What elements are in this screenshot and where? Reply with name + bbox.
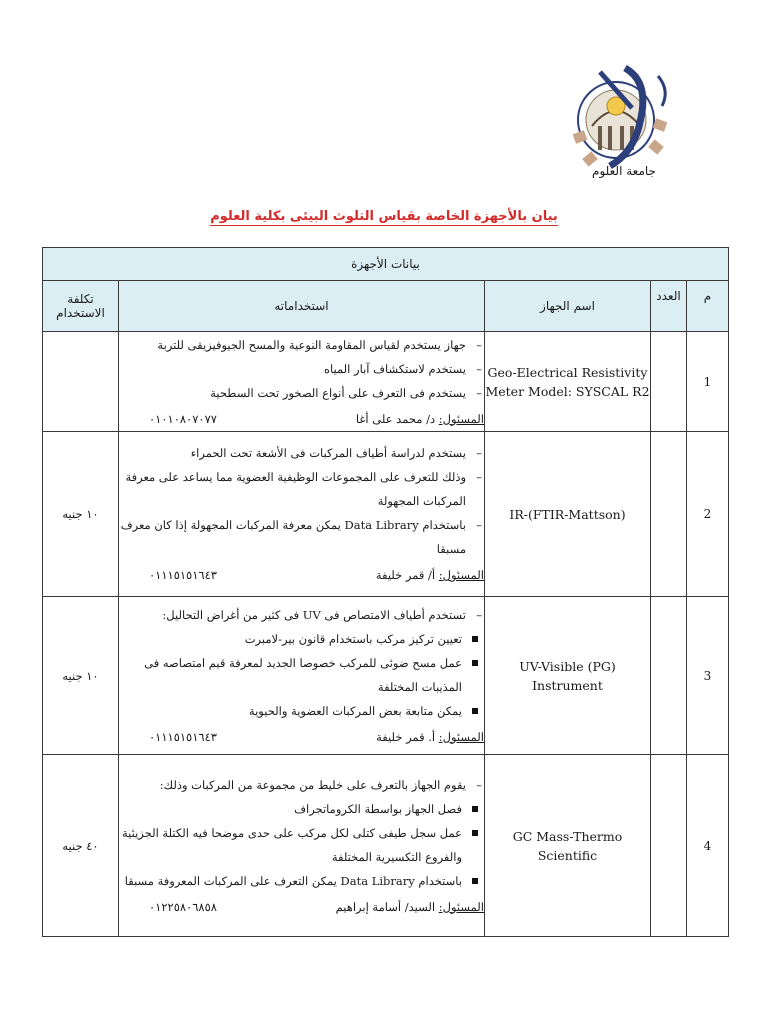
usage-cost: ٤٠ جنيه [43, 755, 119, 937]
table-row [43, 432, 729, 597]
col-header-count: العدد [651, 281, 687, 332]
device-name: UV-Visible (PG) Instrument [485, 597, 651, 755]
use-item: تعيين تركيز مركب باستخدام قانون بير-لامبرت [119, 627, 484, 651]
devices-table [42, 247, 729, 937]
uses-list [119, 333, 484, 405]
col-header-uses: استخداماته [119, 281, 485, 332]
responsible-label: المسئول: [438, 899, 484, 914]
responsible-phone: ٠١١١٥١٥١٦٤٣ [149, 729, 217, 744]
use-item: فصل الجهاز بواسطة الكروماتجراف [119, 797, 484, 821]
use-item: – يقوم الجهاز بالتعرف على خليط من مجموعة من المركبات وذلك: [119, 773, 484, 797]
table-row [43, 755, 729, 937]
responsible-name: السيد/ أسامة إبراهيم [335, 899, 436, 914]
device-name: Geo-Electrical Resistivity Meter Model: SYSCAL R2 [485, 332, 651, 432]
col-header-num: م [687, 281, 729, 332]
device-name: IR-(FTIR-Mattson) [485, 432, 651, 597]
use-item: – جهاز يستخدم لقياس المقاومة النوعية والمسح الجيوفيزيقى للتربة [119, 333, 484, 357]
responsible-person [376, 563, 484, 587]
row-number: 2 [687, 432, 729, 597]
responsible-line [119, 895, 484, 919]
use-item: – يستخدم لدراسة أطياف المركبات فى الأشعة تحت الحمراء [119, 441, 484, 465]
use-item: – تستخدم أطياف الامتصاص فى UV فى كثير من أغراض التحاليل: [119, 603, 484, 627]
table-group-header: بيانات الأجهزة [43, 248, 729, 281]
device-uses [119, 755, 485, 937]
col-header-cost: تكلفة الاستخدام [43, 281, 119, 332]
use-item: يمكن متابعة بعض المركبات العضوية والحيوية [119, 699, 484, 723]
responsible-person [376, 725, 484, 749]
responsible-name: د/ محمد على أغا [355, 411, 436, 426]
responsible-line [119, 563, 484, 587]
row-count [651, 755, 687, 937]
responsible-person [336, 895, 484, 919]
uses-list [119, 603, 484, 723]
responsible-person [356, 407, 484, 431]
table-row [43, 332, 729, 432]
use-item: – وذلك للتعرف على المجموعات الوظيفية العضوية مما يساعد على معرفة المركبات المجهولة [119, 465, 484, 513]
responsible-line [119, 407, 484, 431]
responsible-label: المسئول: [438, 729, 484, 744]
use-item: باستخدام Data Library يمكن التعرف على المركبات المعروفة مسبقا [119, 869, 484, 893]
usage-cost: ١٠ جنيه [43, 597, 119, 755]
responsible-phone: ٠١٠١٠٨٠٧٠٧٧ [149, 411, 217, 426]
row-count [651, 597, 687, 755]
logo-caption: جامعة العلوم [592, 164, 656, 178]
col-header-name: اسم الجهاز [485, 281, 651, 332]
uses-list [119, 773, 484, 893]
responsible-label: المسئول: [438, 411, 484, 426]
table-header-row [43, 281, 729, 332]
usage-cost: ١٠ جنيه [43, 432, 119, 597]
row-number: 1 [687, 332, 729, 432]
responsible-line [119, 725, 484, 749]
responsible-phone: ٠١١١٥١٥١٦٤٣ [149, 568, 217, 582]
row-number: 4 [687, 755, 729, 937]
table-row [43, 597, 729, 755]
row-count [651, 332, 687, 432]
usage-cost [43, 332, 119, 432]
use-item: – يستخدم لاستكشاف آبار المياه [119, 357, 484, 381]
document-title: بيان بالأجهزة الخاصة بقياس التلوث البيئى بكلية العلوم [210, 209, 558, 224]
row-number: 3 [687, 597, 729, 755]
uses-list [119, 441, 484, 561]
responsible-name: أ/ قمر خليفة [375, 568, 436, 582]
responsible-name: أ. قمر خليفة [376, 729, 436, 744]
use-item: عمل مسح ضوئى للمركب خصوصا الجديد لمعرفة قيم امتصاصه فى المذيبات المختلفة [119, 651, 484, 699]
responsible-phone: ٠١٢٢٥٨٠٦٨٥٨ [149, 899, 217, 914]
responsible-label: المسئول: [438, 568, 484, 582]
use-item: – باستخدام Data Library يمكن معرفة المركبات المجهولة إذا كان معرف مسبقا [119, 513, 484, 561]
row-count [651, 432, 687, 597]
use-item: – يستخدم فى التعرف على أنواع الصخور تحت السطحية [119, 381, 484, 405]
device-name: GC Mass-Thermo Scientific [485, 755, 651, 937]
device-uses [119, 597, 485, 755]
device-uses [119, 432, 485, 597]
use-item: عمل سجل طيفى كتلى لكل مركب على حدى موضحا فيه الكتلة الجزيئية والفروع التكسيرية المختلفة [119, 821, 484, 869]
device-uses [119, 332, 485, 432]
